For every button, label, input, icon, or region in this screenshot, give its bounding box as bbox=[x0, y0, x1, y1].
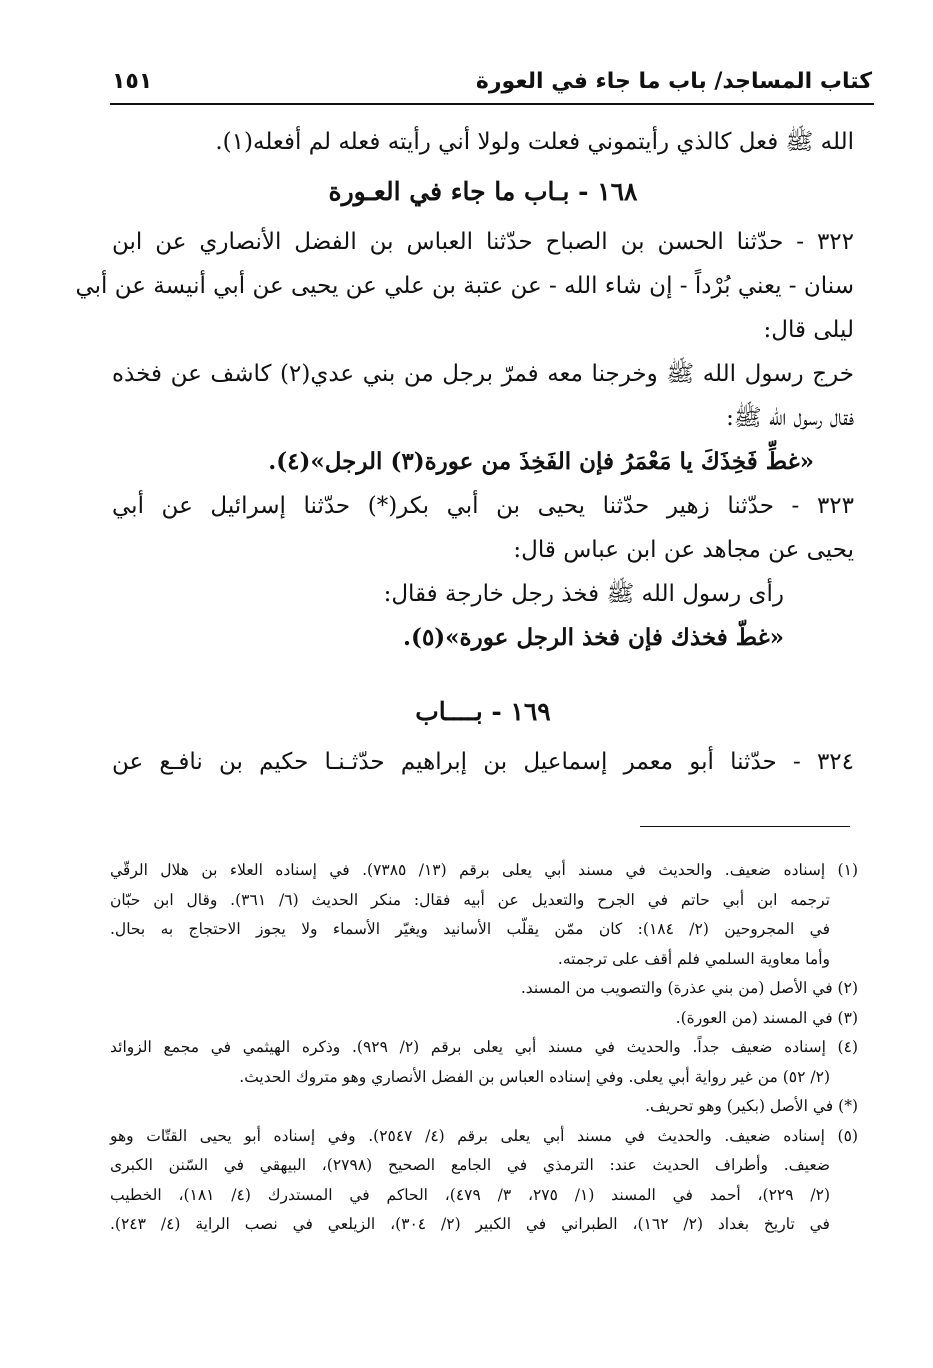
hadith-324-line: ٣٢٤ - حدّثنا أبو معمر إسماعيل بن إبراهيم حدّثـنـا حكيم بن نافـع عن bbox=[112, 749, 854, 775]
hadith-323-line: رأى رسول الله ﷺ فخذ رجل خارجة فقال: bbox=[383, 581, 784, 607]
hadith-323-line: يحيى عن مجاهد عن ابن عباس قال: bbox=[513, 537, 854, 563]
hadith-322-line: ٣٢٢ - حدّثنا الحسن بن الصباح حدّثنا العباس بن الفضل الأنصاري عن ابن bbox=[112, 229, 854, 255]
footnote-4: (٤) إسناده ضعيف جداً. والحديث في مسند أبي يعلى برقم (٢/ ٩٢٩). وذكره الهيثمي في مجمع الزوائد bbox=[110, 1038, 858, 1056]
page-header bbox=[112, 66, 872, 102]
main-text bbox=[75, 120, 854, 784]
hadith-323-line: ٣٢٣ - حدّثنا زهير حدّثنا يحيى بن أبي بكر(*) حدّثنا إسرائيل عن أبي bbox=[112, 493, 854, 519]
footnote-star: (*) في الأصل (بكير) وهو تحريف. bbox=[645, 1097, 858, 1115]
footnote-4: (٢/ ٥٢) من غير رواية أبي يعلى. وفي إسناده العباس بن الفضل الأنصاري وهو متروك الحديث. bbox=[239, 1067, 830, 1086]
footnote-1: في المجروحين (٢/ ١٨٤): كان ممّن يقلّب الأسانيد ويغيّر الأسماء ولا يجوز الاحتجاج به بحال. bbox=[110, 920, 830, 938]
footnotes bbox=[110, 856, 858, 1240]
footnote-1: ترجمه ابن أبي حاتم في الجرح والتعديل عن أبيه فقال: منكر الحديث (٦/ ٣٦١). وقال ابن حبّان bbox=[110, 890, 831, 909]
footnote-5: (٥) إسناده ضعيف. والحديث في مسند أبي يعلى برقم (٤/ ٢٥٤٧). وفي إسناده أبو يحيى القتّات وهو bbox=[110, 1126, 858, 1145]
hadith-322-line: سنان - يعني بُرْداً - إن شاء الله - عن عتبة بن علي عن يحيى عن أبي أنيسة عن أبي bbox=[75, 273, 854, 299]
footnote-5: في تاريخ بغداد (٢/ ١٦٢)، الطبراني في الكبير (٢/ ٣٠٤)، الزيلعي في نصب الراية (٤/ ٢٤٣). bbox=[110, 1215, 830, 1233]
prophetic-quote: «غطّ فخذك فإن فخذ الرجل عورة»(٥). bbox=[403, 624, 784, 651]
footnote-2: (٢) في الأصل (من بني عذرة) والتصويب من المسند. bbox=[520, 979, 858, 997]
footnote-5: (٢/ ٢٢٩)، أحمد في المسند (١/ ٢٧٥، ٣/ ٤٧٩)، الحاكم في المستدرك (٤/ ١٨١)، الخطيب bbox=[110, 1185, 830, 1204]
chapter-heading: ١٦٨ - بـاب ما جاء في العـورة bbox=[328, 177, 638, 206]
header-rule bbox=[110, 103, 874, 105]
prophetic-quote: «غطِّ فَخِذَكَ يا مَعْمَرُ فإن الفَخِذَ من عورة(٣) الرجل»(٤). bbox=[268, 448, 814, 475]
text-line: الله ﷺ فعل كالذي رأيتموني فعلت ولولا أني رأيته فعله لم أفعله(١). bbox=[215, 129, 854, 155]
footnote-1: (١) إسناده ضعيف. والحديث في مسند أبي يعلى برقم (١٣/ ٧٣٨٥). في إسناده العلاء بن هلال الرقّي bbox=[110, 861, 858, 879]
chapter-heading: ١٦٩ - بــــاب bbox=[415, 697, 551, 726]
page-number: ١٥١ bbox=[112, 69, 153, 94]
hadith-322-line: فقال رسول الله ﷺ: bbox=[726, 405, 854, 431]
running-title: كتاب المساجد/ باب ما جاء في العورة bbox=[475, 69, 872, 94]
footnote-3: (٣) في المسند (من العورة). bbox=[675, 1008, 858, 1027]
hadith-322-line: خرج رسول الله ﷺ وخرجنا معه فمرّ برجل من بني عدي(٢) كاشف عن فخذه bbox=[112, 361, 854, 387]
footnote-1: وأما معاوية السلمي فلم أقف على ترجمته. bbox=[557, 949, 830, 968]
footnote-separator bbox=[640, 826, 850, 827]
footnote-5: ضعيف. وأطراف الحديث عند: الترمذي في الجامع الصحيح (٢٧٩٨)، البيهقي في السّنن الكبرى bbox=[110, 1156, 830, 1174]
hadith-322-line: ليلى قال: bbox=[763, 317, 854, 343]
